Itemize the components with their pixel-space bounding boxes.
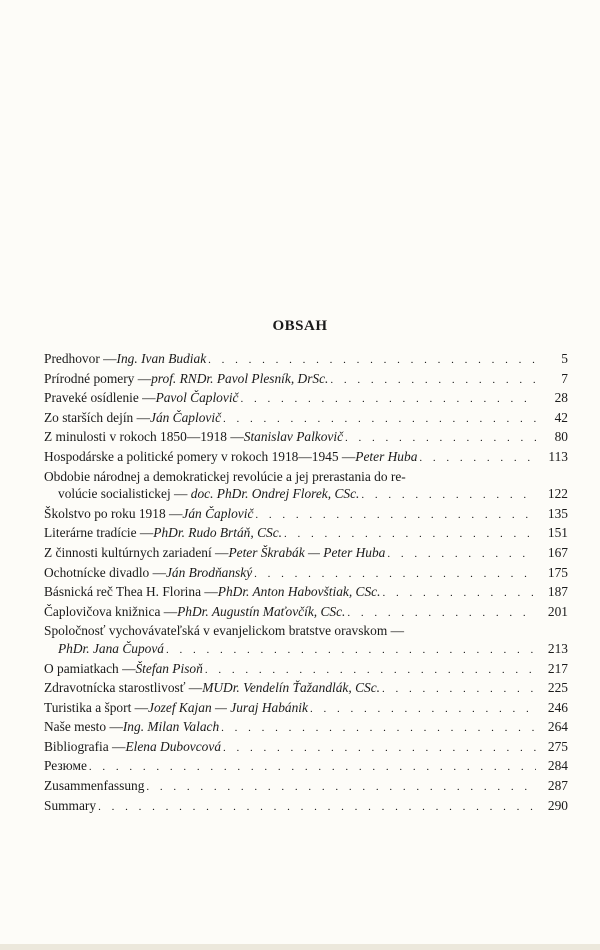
dot-leader <box>347 605 536 623</box>
entry-author: doc. PhDr. Ondrej Florek, CSc. <box>190 486 360 502</box>
dot-leader <box>254 566 536 584</box>
entry-author: Jozef Kajan — Juraj Habánik <box>148 699 308 715</box>
entry-author: Peter Huba <box>355 448 418 464</box>
toc-entry[interactable] <box>44 583 568 603</box>
entry-title: Ochotnícke divadlo — <box>44 564 166 580</box>
entry-title: Básnická reč Thea H. Florina — <box>44 584 218 600</box>
entry-author: PhDr. Rudo Brtáň, CSc. <box>153 525 282 541</box>
entry-page-number: 201 <box>547 603 568 619</box>
toc-entry[interactable] <box>44 389 568 409</box>
entry-page-number: 151 <box>547 525 568 541</box>
dot-leader <box>146 779 536 797</box>
dot-leader <box>98 799 536 817</box>
entry-title: Spoločnosť vychovávateľská v evanjelickom bratstve oravskom — <box>44 623 404 639</box>
dot-leader <box>89 759 536 777</box>
entry-author: PhDr. Anton Habovštiak, CSc. <box>217 584 381 600</box>
toc-entry[interactable] <box>44 622 568 659</box>
dot-leader <box>419 450 536 468</box>
entry-title: Summary <box>44 797 97 813</box>
entry-author: Pavol Čaplovič <box>155 390 239 406</box>
entry-title: Hospodárske a politické pomery v rokoch 1918—1945 — <box>44 448 356 464</box>
dot-leader <box>205 662 536 680</box>
dot-leader <box>208 352 536 370</box>
entry-page-number: 113 <box>548 448 568 464</box>
entry-page-number: 284 <box>547 758 568 774</box>
dot-leader <box>223 740 536 758</box>
entry-page-number: 225 <box>547 680 568 696</box>
entry-page-number: 290 <box>547 797 568 813</box>
entry-author: prof. RNDr. Pavol Plesník, DrSc. <box>151 370 329 386</box>
entry-author: Štefan Pisoň <box>135 660 203 676</box>
dot-leader <box>221 720 536 738</box>
entry-title: Bibliografia — <box>44 738 126 754</box>
dot-leader <box>166 642 536 660</box>
entry-title: Zdravotnícka starostlivosť — <box>44 680 203 696</box>
page-title: OBSAH <box>272 318 328 334</box>
toc-entry[interactable] <box>44 505 568 525</box>
entry-title: Turistika a šport — <box>44 699 149 715</box>
entry-author: Ján Čaplovič <box>150 409 222 425</box>
entry-page-number: 28 <box>554 390 568 406</box>
toc-entry[interactable] <box>44 524 568 544</box>
entry-title: Predhovor — <box>44 351 117 366</box>
entry-title: Z minulosti v rokoch 1850—1918 — <box>44 429 244 445</box>
dot-leader <box>345 430 536 448</box>
entry-page-number: 187 <box>547 584 568 600</box>
entry-author: Peter Škrabák — Peter Huba <box>228 544 386 560</box>
entry-author: MUDr. Vendelín Ťažandlák, CSc. <box>202 680 380 696</box>
entry-title: Zo starších dejín — <box>44 409 150 425</box>
entry-title: Резюме <box>44 758 87 774</box>
entry-title: Čaplovičova knižnica — <box>44 603 178 619</box>
entry-page-number: 5 <box>561 351 568 366</box>
dot-leader <box>223 411 536 429</box>
entry-page-number: 217 <box>547 660 568 676</box>
toc-entry[interactable] <box>44 468 568 505</box>
entry-author: Stanislav Palkovič <box>243 429 344 445</box>
toc-entry[interactable] <box>44 777 568 797</box>
entry-page-number: 135 <box>547 505 568 521</box>
entry-title: Zusammenfassung <box>44 778 145 794</box>
toc-entry[interactable] <box>44 718 568 738</box>
entry-author: PhDr. Jana Čupová <box>58 640 164 656</box>
entry-page-number: 213 <box>547 640 568 656</box>
toc-entry[interactable] <box>44 564 568 584</box>
toc-entry[interactable] <box>44 679 568 699</box>
dot-leader <box>382 681 536 699</box>
dot-leader <box>387 546 536 564</box>
entry-author: Ján Brodňanský <box>165 564 253 580</box>
toc-entry[interactable] <box>44 699 568 719</box>
entry-continuation <box>44 485 359 503</box>
dot-leader <box>330 372 536 390</box>
entry-continuation <box>44 640 164 658</box>
entry-page-number: 287 <box>547 778 568 794</box>
entry-page-number: 246 <box>547 699 568 715</box>
toc-entry[interactable] <box>44 660 568 680</box>
entry-page-number: 122 <box>547 486 568 502</box>
entry-page-number: 175 <box>547 564 568 580</box>
entry-title: Školstvo po roku 1918 — <box>44 505 183 521</box>
entry-title: O pamiatkach — <box>44 660 136 676</box>
entry-author: PhDr. Augustín Maťovčík, CSc. <box>177 603 346 619</box>
entry-title: Obdobie národnej a demokratickej revolúcie a jej prerastania do re- <box>44 468 406 484</box>
toc-entry[interactable] <box>44 757 568 777</box>
toc-entry[interactable] <box>44 448 568 468</box>
entry-author: Elena Dubovcová <box>125 738 222 754</box>
dot-leader <box>284 526 536 544</box>
dot-leader <box>382 585 536 603</box>
toc-entry[interactable] <box>44 350 568 370</box>
entry-author: Ing. Milan Valach <box>122 719 220 735</box>
entry-page-number: 167 <box>547 544 568 560</box>
toc-entry[interactable] <box>44 370 568 390</box>
entry-page-number: 42 <box>554 409 568 425</box>
entry-title: Naše mesto — <box>44 719 123 735</box>
toc-entry[interactable] <box>44 738 568 758</box>
entry-title-continued: volúcie socialistickej — <box>58 486 191 502</box>
toc-entry[interactable] <box>44 428 568 448</box>
entry-page-number: 80 <box>554 429 568 445</box>
entry-author: Ján Čaplovič <box>182 505 254 521</box>
entry-title: Literárne tradície — <box>44 525 154 541</box>
entry-author: Ing. Ivan Budiak <box>116 351 207 366</box>
entry-title: Prírodné pomery — <box>44 370 152 386</box>
page-edge <box>0 944 600 950</box>
entry-title: Praveké osídlenie — <box>44 390 156 406</box>
toc-entry[interactable] <box>44 409 568 429</box>
table-of-contents <box>44 350 568 816</box>
dot-leader <box>255 507 536 525</box>
dot-leader <box>361 487 536 505</box>
dot-leader <box>241 391 537 409</box>
toc-entry[interactable] <box>44 603 568 623</box>
entry-page-number: 7 <box>561 370 568 386</box>
entry-page-number: 264 <box>547 719 568 735</box>
dot-leader <box>310 701 536 719</box>
entry-page-number: 275 <box>547 738 568 754</box>
toc-entry[interactable] <box>44 544 568 564</box>
entry-title: Z činnosti kultúrnych zariadení — <box>44 544 229 560</box>
toc-entry[interactable] <box>44 797 568 817</box>
